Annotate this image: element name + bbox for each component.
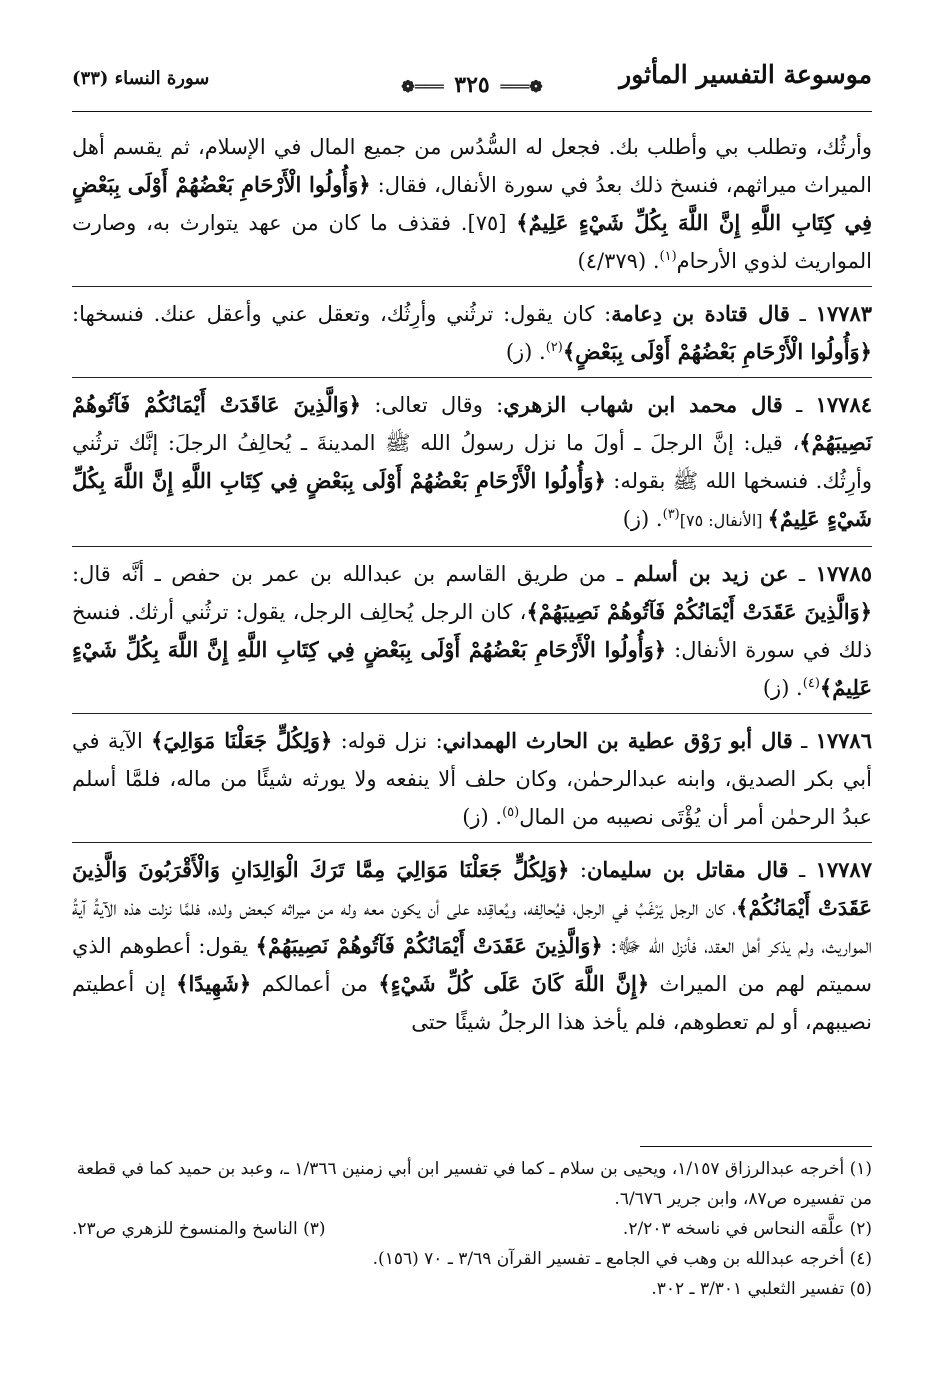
narration-number: ١٧٧٨٧: [815, 857, 872, 882]
paragraph-divider: [72, 842, 872, 843]
quran-verse: ﴿إِنَّ اللَّهَ كَانَ عَلَى كُلِّ شَيْءٍ﴾: [378, 971, 650, 996]
narration-17784: ١٧٧٨٤ ـ قال محمد ابن شهاب الزهري: وقال تعالى: ﴿وَالَّذِينَ عَاقَدَتْ أَيْمَانُكُمْ فَآتُوهُمْ نَصِيبَهُمْ﴾، قيل: إنَّ الرجلَ ـ أولَ ما نزل رسولُ الله ﷺ المدينةَ ـ يُحالِفُ الرجلَ: إنَّك ترثُني وأرِثُك. فنسخها الله ﷺ بقوله: ﴿وَأُولُوا الْأَرْحَامِ بَعْضُهُمْ أَوْلَى بِبَعْضٍ فِي كِتَابِ اللَّهِ إِنَّ اللَّهَ بِكُلِّ شَيْءٍ عَلِيمٌ﴾ [الأنفال: ٧٥]$^{(٣)}$. (ز): [72, 392, 873, 531]
ornament-icon: ═══❁: [401, 77, 444, 96]
narration-17786: ١٧٧٨٦ ـ قال أبو رَوْق عطية بن الحارث الهمداني: نزل قوله: ﴿وَلِكُلٍّ جَعَلْنَا مَوَالِيَ﴾ الآية في أبي بكر الصديق، وابنه عبدالرحمٰن، وكان حلف ألا ينفعه ولا يورثه شيئًا من ماله، فلمَّا أسلم عبدُ الرحمٰن أمر أن يُؤْتَى نصيبه من المال$^{(٥)}$. (ز): [72, 728, 872, 829]
narrator: قال مقاتل بن سليمان: [586, 857, 789, 882]
header-divider: [72, 111, 872, 112]
surah-name: سورة النساء (٣٣): [72, 68, 210, 89]
page-number: ٣٢٥: [454, 72, 490, 98]
footnote-ref: (١): [659, 249, 677, 264]
footnote-1: (١) أخرجه عبدالرزاق ١/١٥٧، ويحيى بن سلام ـ كما في تفسير ابن أبي زمنين ١/٣٦٦ ـ، وعبد بن حميد كما في قطعة من تفسيره ص٨٧، وابن جرير ٦/٦٧٦.: [76, 1159, 872, 1209]
main-text: [72, 128, 872, 1047]
footnote-ref: (٥): [502, 805, 520, 820]
quran-verse: ﴿وَلِكُلٍّ جَعَلْنَا مَوَالِيَ مِمَّا تَرَكَ الْوَالِدَانِ وَالْأَقْرَبُونَ وَالَّذِينَ عَقَدَتْ أَيْمَانُكُمْ﴾: [72, 857, 872, 920]
narration-17787: ١٧٧٨٧ ـ قال مقاتل بن سليمان: ﴿وَلِكُلٍّ جَعَلْنَا مَوَالِيَ مِمَّا تَرَكَ الْوَالِدَانِ وَالْأَقْرَبُونَ وَالَّذِينَ عَقَدَتْ أَيْمَانُكُمْ﴾، كان الرجل يَرْغَبُ في الرجل، فيُحالِفه، ويُعاقِده على أن يكون معه وله من ميراثه كبعض ولده، فلمَّا نزلت هذه الآيةُ آيةُ المواريث، ولم يذكر أهل العقد، فأنزل الله ﷻ: ﴿وَالَّذِينَ عَقَدَتْ أَيْمَانُكُمْ فَآتُوهُمْ نَصِيبَهُمْ﴾ يقول: أعطوهم الذي سميتم لهم من الميراث ﴿إِنَّ اللَّهَ كَانَ عَلَى كُلِّ شَيْءٍ﴾ من أعمالكم ﴿شَهِيدًا﴾ إن أعطيتم نصيبهم، أو لم تعطوهم، فلم يأخذ هذا الرجلُ شيئًا حتى: [72, 857, 873, 1034]
footnote-ref: (٣): [662, 507, 680, 522]
narration-17783: ١٧٧٨٣ ـ قال قتادة بن دِعامة: كان يقول: ترثُني وأرِثُك، وتعقل عني وأعقل عنك. فنسخها: ﴿وَأُولُوا الْأَرْحَامِ بَعْضُهُمْ أَوْلَى بِبَعْضٍ﴾$^{(٢)}$. (ز): [72, 301, 873, 364]
footnote-row: [72, 1214, 872, 1244]
narrator: قال محمد ابن شهاب الزهري: [503, 392, 783, 417]
narrator: قال أبو رَوْق عطية بن الحارث الهمداني: [442, 728, 793, 753]
narration-number: ١٧٧٨٦: [815, 728, 872, 753]
footnote-ref: (٢): [545, 340, 563, 355]
quran-verse: ﴿وَأُولُوا الْأَرْحَامِ بَعْضُهُمْ أَوْلَى بِبَعْضٍ فِي كِتَابِ اللَّهِ إِنَّ اللَّهَ بِكُلِّ شَيْءٍ عَلِيمٌ﴾: [72, 468, 872, 531]
quran-verse: ﴿وَأُولُوا الْأَرْحَامِ بَعْضُهُمْ أَوْلَى بِبَعْضٍ فِي كِتَابِ اللَّهِ إِنَّ اللَّهَ بِكُلِّ شَيْءٍ عَلِيمٌ﴾: [72, 637, 872, 700]
paragraph-divider: [72, 377, 872, 378]
footnote-5: (٥) تفسير الثعلبي ٣/٣٠١ ـ ٣٠٢.: [651, 1279, 872, 1299]
quran-verse: ﴿وَأُولُوا الْأَرْحَامِ بَعْضُهُمْ أَوْلَى بِبَعْضٍ﴾: [562, 339, 872, 364]
footnote-ref: (٤): [802, 676, 820, 691]
paragraph-continuation: وأرثُك، وتطلب بي وأطلب بك. فجعل له السُّدُس من جميع المال في الإسلام، ثم يقسم أهل الميراث ميراثهم، فنسخ ذلك بعدُ في سورة الأنفال، فقال: ﴿وَأُولُوا الْأَرْحَامِ بَعْضُهُمْ أَوْلَى بِبَعْضٍ فِي كِتَابِ اللَّهِ إِنَّ اللَّهَ بِكُلِّ شَيْءٍ عَلِيمٌ﴾ [٧٥]. فقذف ما كان من عهد يتوارث به، وصارت المواريث لذوي الأرحام$^{(١)}$. (٤/٣٧٩): [72, 135, 872, 273]
footnote-3: (٣) الناسخ والمنسوخ للزهري ص٢٣.: [72, 1219, 326, 1239]
paragraph-divider: [72, 713, 872, 714]
page-header: [72, 58, 872, 110]
quran-verse: ﴿وَأُولُوا الْأَرْحَامِ بَعْضُهُمْ أَوْلَى بِبَعْضٍ فِي كِتَابِ اللَّهِ إِنَّ اللَّهَ بِكُلِّ شَيْءٍ عَلِيمٌ﴾: [72, 172, 872, 235]
paragraph-divider: [72, 286, 872, 287]
footnote-divider: [640, 1146, 872, 1147]
verse-reference: [الأنفال: ٧٥]: [679, 511, 768, 530]
narration-number: ١٧٧٨٤: [815, 392, 873, 417]
narration-number: ١٧٧٨٥: [815, 561, 872, 586]
book-title: موسوعة التفسير المأثور: [619, 60, 872, 89]
narrator: عن زيد بن أسلم: [633, 561, 789, 586]
narrator: قال قتادة بن دِعامة: [611, 301, 790, 326]
footnote-4: (٤) أخرجه عبدالله بن وهب في الجامع ـ تفسير القرآن ٣/٦٩ ـ ٧٠ (١٥٦).: [372, 1249, 872, 1269]
footnotes: [72, 1154, 872, 1304]
quran-verse: ﴿وَلِكُلٍّ جَعَلْنَا مَوَالِيَ﴾: [151, 728, 333, 753]
page-number-block: [398, 72, 545, 98]
quran-verse: ﴿وَالَّذِينَ عَقَدَتْ أَيْمَانُكُمْ فَآتُوهُمْ نَصِيبَهُمْ﴾: [255, 933, 603, 958]
narration-17785: ١٧٧٨٥ ـ عن زيد بن أسلم ـ من طريق القاسم بن عبدالله بن عمر بن حفص ـ أنَّه قال: ﴿وَالَّذِينَ عَقَدَتْ أَيْمَانُكُمْ فَآتُوهُمْ نَصِيبَهُمْ﴾، كان الرجل يُحالِف الرجل، يقول: ترثُني أرثك. فنسخ ذلك في سورة الأنفال: ﴿وَأُولُوا الْأَرْحَامِ بَعْضُهُمْ أَوْلَى بِبَعْضٍ فِي كِتَابِ اللَّهِ إِنَّ اللَّهَ بِكُلِّ شَيْءٍ عَلِيمٌ﴾$^{(٤)}$. (ز): [72, 561, 873, 700]
ornament-icon: ❁═══: [500, 77, 543, 96]
quran-verse: ﴿شَهِيدًا﴾: [176, 971, 252, 996]
quran-verse: ﴿وَالَّذِينَ عَاقَدَتْ أَيْمَانُكُمْ فَآتُوهُمْ نَصِيبَهُمْ﴾: [72, 392, 872, 455]
footnote-2: (٢) علَّقه النحاس في ناسخه ٢/٢٠٣.: [622, 1219, 872, 1239]
paragraph-divider: [72, 546, 872, 547]
quran-verse: ﴿وَالَّذِينَ عَقَدَتْ أَيْمَانُكُمْ فَآتُوهُمْ نَصِيبَهُمْ﴾: [526, 599, 873, 624]
narration-number: ١٧٧٨٣: [815, 301, 873, 326]
